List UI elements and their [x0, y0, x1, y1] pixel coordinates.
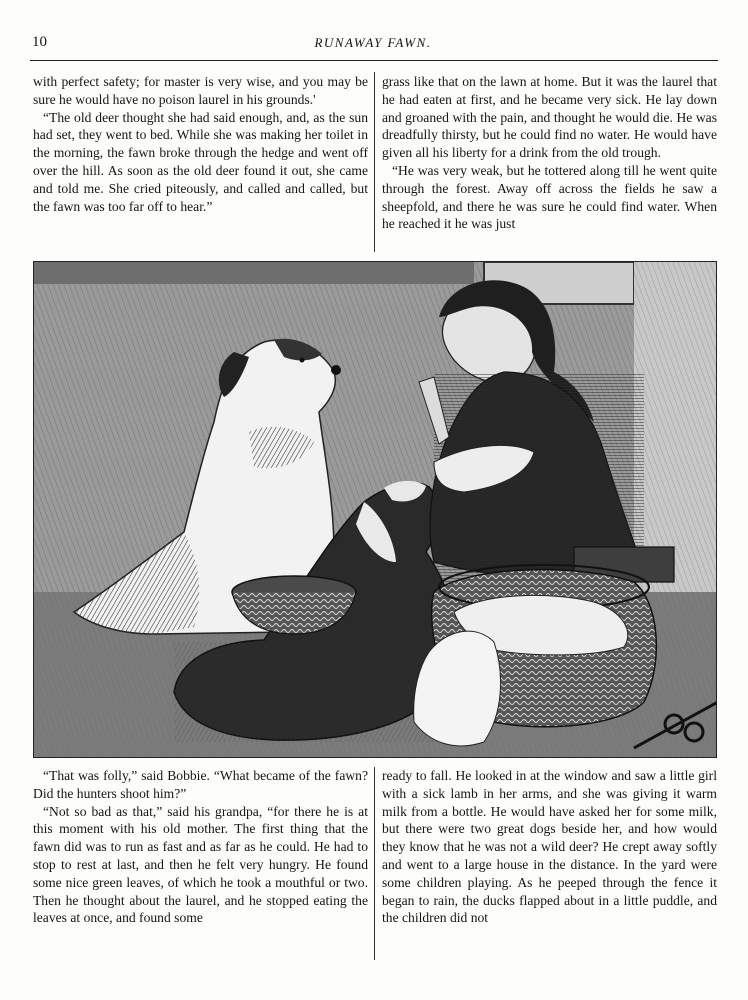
text-column-top-left: [33, 73, 368, 253]
header-rule: [30, 60, 718, 61]
paragraph: grass like that on the lawn at home. But it was the laurel that he had eaten at first, and he became very sick. He lay down and groaned with the pain, and thought he would die. He was dreadfully thirsty, but he could find no water. He would have given all his liberty for a drink from the old trough.: [382, 74, 717, 161]
text-column-bottom-left: [33, 767, 368, 963]
column-divider: [374, 72, 375, 252]
text-column-bottom-right: [382, 767, 717, 963]
paragraph: “Not so bad as that,” said his grandpa, “for there he is at this moment with his old mother. The first thing that the fawn did was to run as fast and as far as he could. He had to stop to rest at last, and then he felt very hungry. He found some nice green leaves, of which he took a mouthful or two. Then he thought about the laurel, and he stopped eating the leaves at once, and found some: [33, 803, 368, 926]
paragraph: “He was very weak, but he tottered along till he went quite through the forest. Away off across the fields he saw a sheepfold, and there he was sure he could find water. When he reached it he was just: [382, 162, 717, 232]
running-header: [28, 34, 718, 54]
text-column-top-right: [382, 73, 717, 253]
paragraph: “That was folly,” said Bobbie. “What became of the fawn? Did the hunters shoot him?”: [33, 768, 368, 801]
page-number: 10: [32, 34, 47, 50]
paragraph: ready to fall. He looked in at the window and saw a little girl with a sick lamb in her arms, and she was giving it warm milk from a bottle. He would have asked her for some milk, but there were two great dogs beside her, and how would they know that he was not a wild deer? He crept away softly and went to a large house in the distance. In the yard were some children playing. As he peeped through the fence it began to rain, the ducks flapped about in a little puddle, and the children did not: [382, 768, 717, 926]
paragraph: with perfect safety; for master is very wise, and you may be sure he would have no poison laurel in his grounds.': [33, 74, 368, 107]
illustration-engraving: [33, 261, 717, 758]
running-title: RUNAWAY FAWN.: [314, 35, 432, 50]
right-wall-hatching: [634, 262, 717, 642]
paragraph: “The old deer thought she had said enough, and, as the sun had set, they went to bed. While she was making her toilet in the morning, the fawn broke through the hedge and went off over the hill. As soon as the old deer found it out, she came and told me. She cried piteously, and called and called, but the fawn was too far off to hear.”: [33, 109, 368, 214]
wall-top-shadow: [34, 262, 474, 284]
column-divider: [374, 767, 375, 960]
